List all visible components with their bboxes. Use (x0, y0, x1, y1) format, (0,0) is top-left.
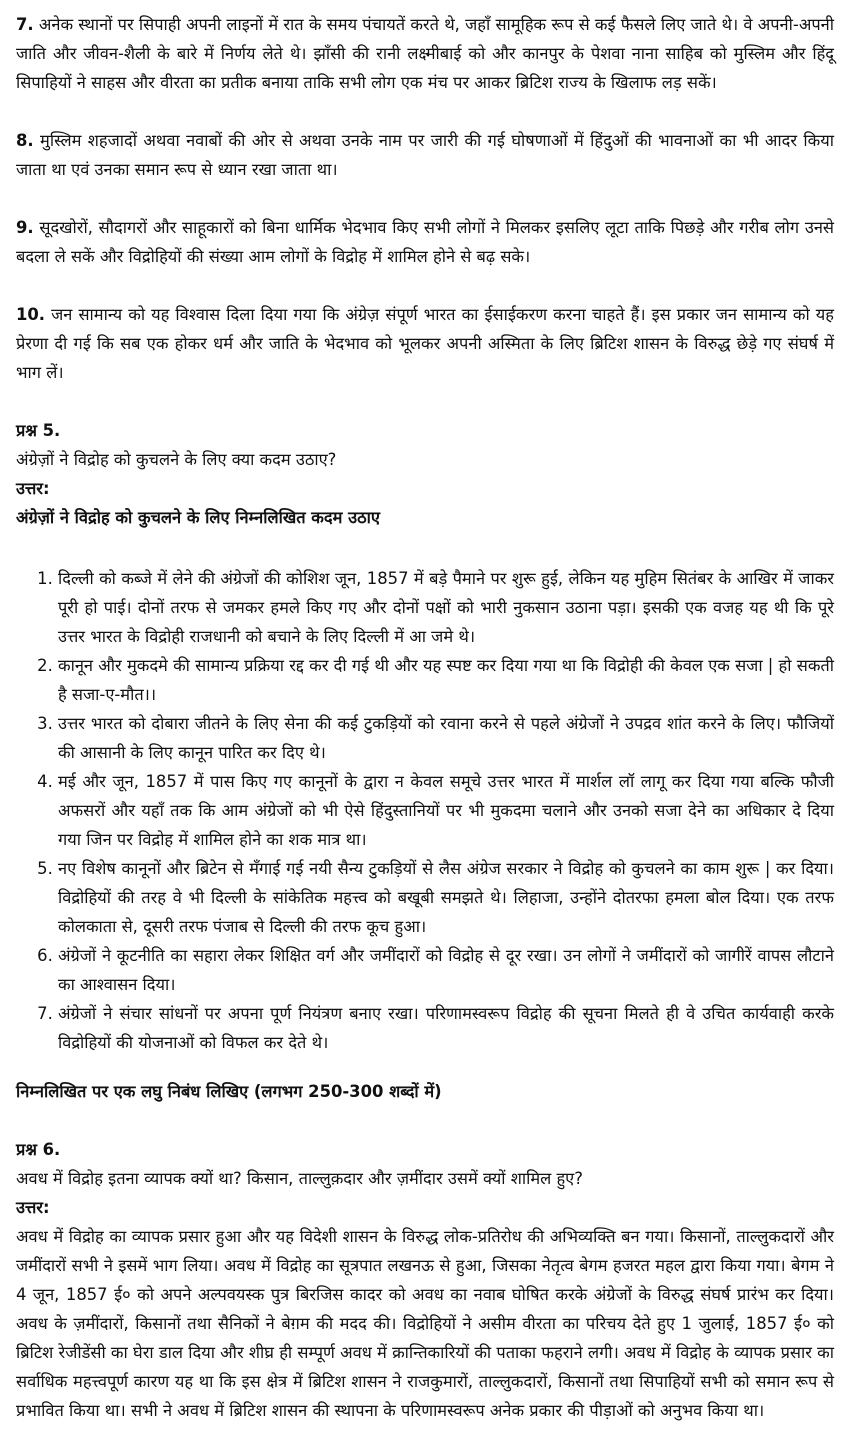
point-9 (16, 213, 834, 271)
point-10 (16, 300, 834, 387)
answer-list (16, 564, 834, 1057)
list-item: 2. कानून और मुकदमे की सामान्य प्रक्रिया रद्द कर दी गई थी और यह स्पष्ट कर दिया गया था कि विद्रोही की केवल एक सजा | हो सकती है सजा-ए-मौत।। (58, 651, 834, 709)
point-number: 7. (16, 15, 34, 34)
list-item: 3. उत्तर भारत को दोबारा जीतने के लिए सेना की कई टुकड़ियों को रवाना करने से पहले अंग्रेजों ने उपद्रव शांत करने के लिए। फौजियों की आसानी के लिए कानून पारित कर दिए थे। (58, 709, 834, 767)
answer-text: अवध में विद्रोह का व्यापक प्रसार हुआ और यह विदेशी शासन के विरुद्ध लोक-प्रतिरोध की अभिव्यक्ति बन गया। किसानों, ताल्लुकदारों और जमींदारों सभी ने इसमें भाग लिया। अवध में विद्रोह का सूत्रपात लखनऊ से हुआ, जिसका नेतृत्व बेगम हजरत महल द्वारा किया गया। बेगम ने 4 जून, 1857 ई० को अपने अल्पवयस्क पुत्र बिरजिस कादर को अवध का नवाब घोषित करके अंग्रेजों के विरुद्ध संघर्ष प्रारंभ कर दिया। अवध के ज़मींदारों, किसानों तथा सैनिकों ने बेग़म की मदद की। विद्रोहियों ने असीम वीरता का परिचय देते हुए 1 जुलाई, 1857 ई० को ब्रिटिश रेजीडेंसी का घेरा डाल दिया और शीघ्र ही सम्पूर्ण अवध में क्रान्तिकारियों की पताका फहराने लगी। अवध में विद्रोह के व्यापक प्रसार का सर्वाधिक महत्त्वपूर्ण कारण यह था कि इस क्षेत्र में ब्रिटिश शासन ने राजकुमारों, ताल्लुकदारों, किसानों तथा सिपाहियों सभी को समान रूप से प्रभावित किया था। सभी ने अवध में ब्रिटिश शासन की स्थापना के परिणामस्वरूप अनेक प्रकार की पीड़ाओं को अनुभव किया था। (16, 1227, 834, 1420)
point-text: मुस्लिम शहजादों अथवा नवाबों की ओर से अथवा उनके नाम पर जारी की गई घोषणाओं में हिंदुओं की भावनाओं का भी आदर किया जाता था एवं उनका समान रूप से ध्यान रखा जाता था। (16, 131, 834, 179)
point-text: सूदखोरों, सौदागरों और साहूकारों को बिना धार्मिक भेदभाव किए सभी लोगों ने मिलकर इसलिए लूटा ताकि पिछड़े और गरीब लोग उनसे बदला ले सकें और विद्रोहियों की संख्या आम लोगों के विद्रोह में शामिल होने से बढ़ सके। (16, 218, 834, 266)
question-6 (16, 1135, 834, 1425)
answer-heading: अंग्रेज़ों ने विद्रोह को कुचलने के लिए निम्नलिखित कदम उठाए (16, 508, 380, 527)
question-text: अवध में विद्रोह इतना व्यापक क्यों था? किसान, ताल्लुक़दार और ज़मींदार उसमें क्यों शामिल हुए? (16, 1169, 583, 1188)
list-item: 5. नए विशेष कानूनों और ब्रिटेन से मँगाई गई नयी सैन्य टुकड़ियों से लैस अंग्रेज सरकार ने विद्रोह को कुचलने का काम शुरू | कर दिया। विद्रोहियों की तरह वे भी दिल्ली के सांकेतिक महत्त्व को बखूबी समझते थे। लिहाजा, उन्होंने दोतरफा हमला बोल दिया। एक तरफ कोलकाता से, दूसरी तरफ पंजाब से दिल्ली की तरफ कूच हुआ। (58, 854, 834, 941)
point-number: 9. (16, 218, 34, 237)
point-number: 8. (16, 131, 34, 150)
point-8 (16, 126, 834, 184)
point-text: अनेक स्थानों पर सिपाही अपनी लाइनों में रात के समय पंचायतें करते थे, जहाँ सामूहिक रूप से कई फैसले लिए जाते थे। वे अपनी-अपनी जाति और जीवन-शैली के बारे में निर्णय लेते थे। झाँसी की रानी लक्ष्मीबाई को और कानपुर के पेशवा नाना साहिब को मुस्लिम और हिंदू सिपाहियों ने साहस और वीरता का प्रतीक बनाया ताकि सभी लोग एक मंच पर आकर ब्रिटिश राज्य के खिलाफ लड़ सकें। (16, 15, 834, 92)
answer-label: उत्तर: (16, 1198, 50, 1217)
list-item: 1. दिल्ली को कब्जे में लेने की अंग्रेजों की कोशिश जून, 1857 में बड़े पैमाने पर शुरू हुई, लेकिन यह मुहिम सितंबर के आखिर में जाकर पूरी हो पाई। दोनों तरफ से जमकर हमले किए गए और दोनों पक्षों को भारी नुकसान उठाना पड़ा। इसकी एक वजह यह थी कि पूरे उत्तर भारत के विद्रोही राजधानी को बचाने के लिए दिल्ली में आ जमे थे। (58, 564, 834, 651)
question-label: प्रश्न 5. (16, 421, 61, 440)
list-item: 4. मई और जून, 1857 में पास किए गए कानूनों के द्वारा न केवल समूचे उत्तर भारत में मार्शल लॉ लागू कर दिया गया बल्कि फौजी अफसरों और यहाँ तक कि आम अंग्रेजों को भी ऐसे हिंदुस्तानियों पर भी मुकदमा चलाने और उनको सजा देने का अधिकार दे दिया गया जिन पर विद्रोह में शामिल होने का शक मात्र था। (58, 767, 834, 854)
answer-label: उत्तर: (16, 479, 50, 498)
point-7 (16, 10, 834, 97)
list-item: 7. अंग्रेजों ने संचार सांधनों पर अपना पूर्ण नियंत्रण बनाए रखा। परिणामस्वरूप विद्रोह की सूचना मिलते ही वे उचित कार्यवाही करके विद्रोहियों की योजनाओं को विफल कर देते थे। (58, 999, 834, 1057)
point-text: जन सामान्य को यह विश्वास दिला दिया गया कि अंग्रेज़ संपूर्ण भारत का ईसाईकरण करना चाहते हैं। इस प्रकार जन सामान्य को यह प्रेरणा दी गई कि सब एक होकर धर्म और जाति के भेदभाव को भूलकर अपनी अस्मिता के लिए ब्रिटिश शासन के विरुद्ध छेड़े गए संघर्ष में भाग लें। (16, 305, 834, 382)
question-text: अंग्रेज़ों ने विद्रोह को कुचलने के लिए क्या कदम उठाए? (16, 450, 337, 469)
question-5 (16, 416, 834, 1057)
question-label: प्रश्न 6. (16, 1140, 61, 1159)
list-item: 6. अंग्रेजों ने कूटनीति का सहारा लेकर शिक्षित वर्ग और जमींदारों को विद्रोह से दूर रखा। उन लोगों ने जमींदारों को जागीरें वापस लौटाने का आश्वासन दिया। (58, 941, 834, 999)
point-number: 10. (16, 305, 46, 324)
essay-heading: निम्नलिखित पर एक लघु निबंध लिखिए (लगभग 250-300 शब्दों में) (16, 1082, 442, 1101)
